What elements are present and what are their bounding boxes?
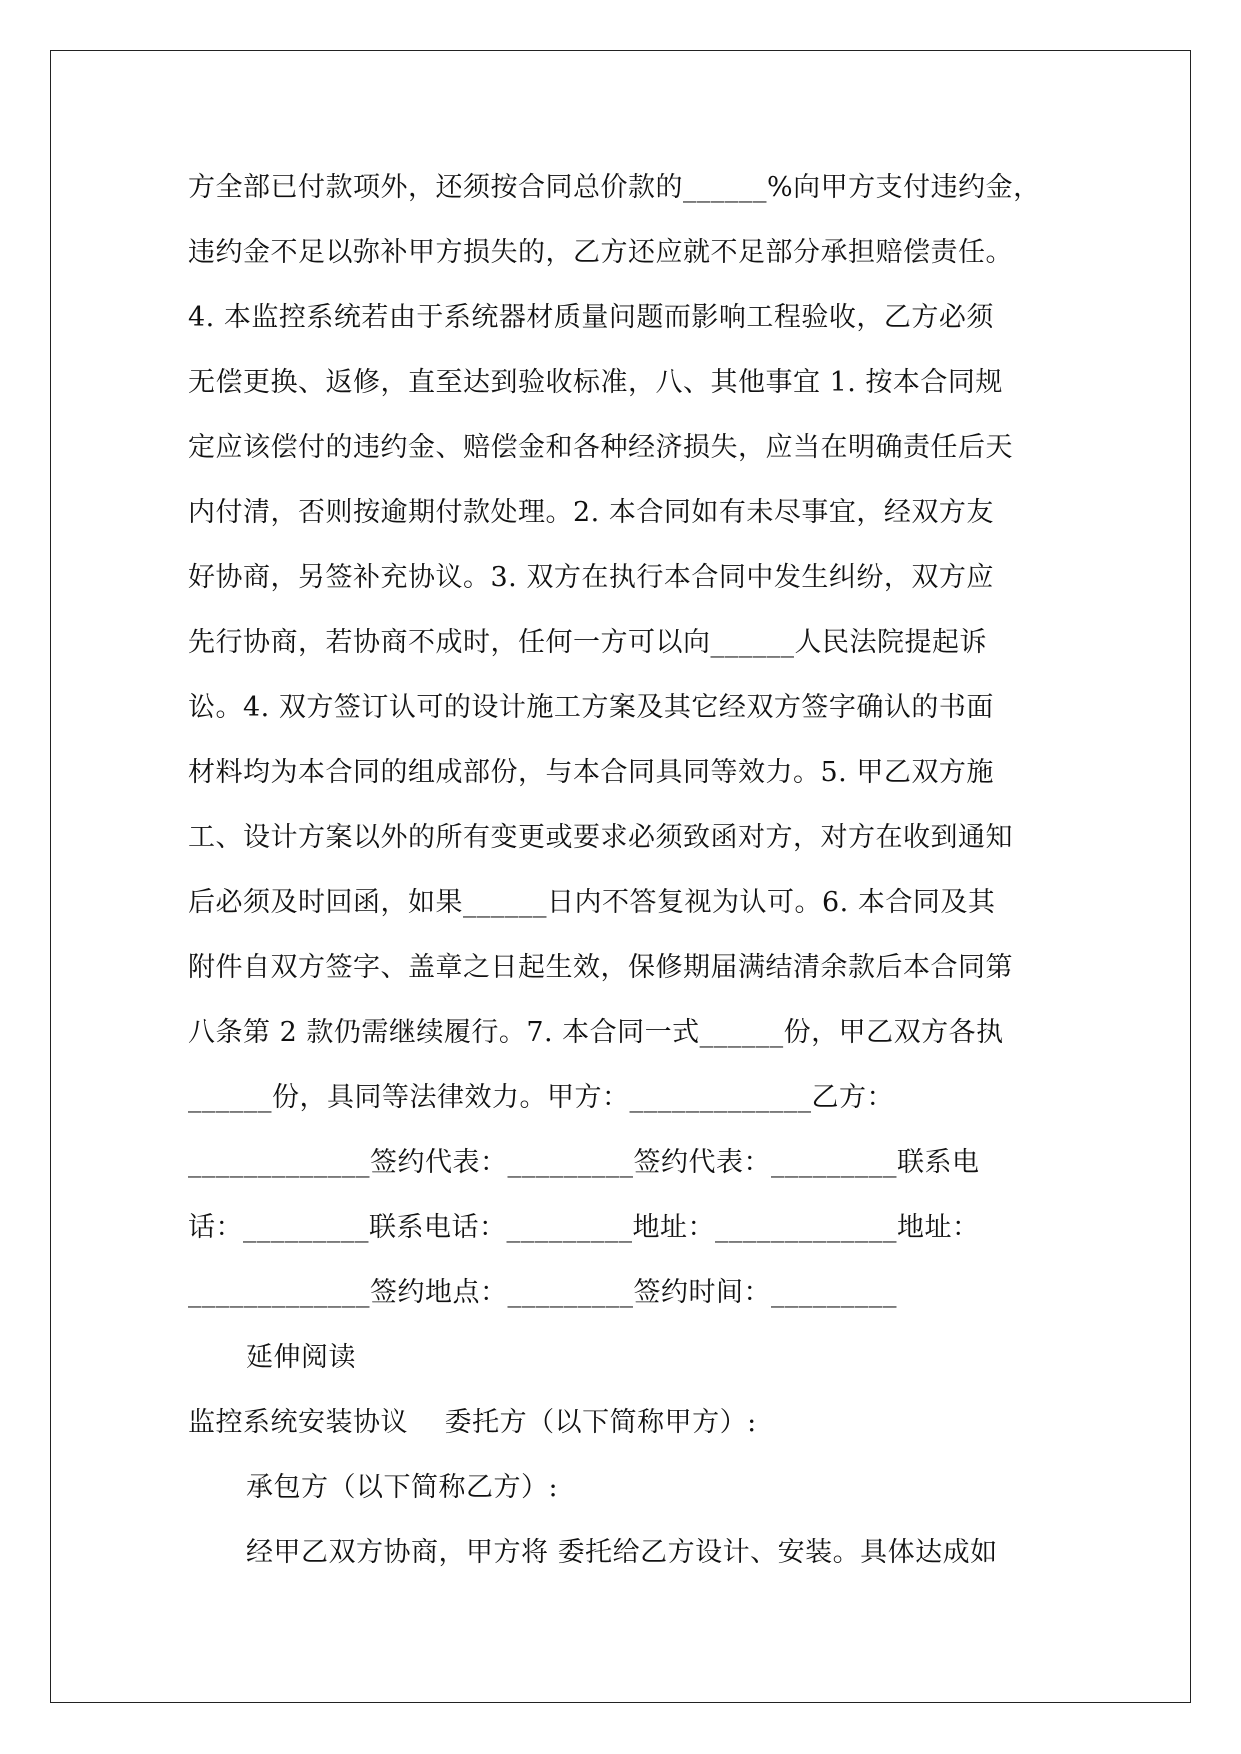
agreement-title-line: 监控系统安装协议 委托方（以下简称甲方）: (188, 1407, 757, 1438)
text-line: 定应该偿付的违约金、赔偿金和各种经济损失，应当在明确责任后天 (188, 432, 1013, 463)
text-line: 后必须及时回函，如果______日内不答复视为认可。6. 本合同及其 (188, 887, 996, 918)
text-line: 先行协商，若协商不成时，任何一方可以向______人民法院提起诉 (188, 627, 987, 658)
text-line: 无偿更换、返修，直至达到验收标准，八、其他事宜 1. 按本合同规 (188, 367, 1003, 398)
document-body (188, 155, 1068, 1585)
extended-reading-heading: 延伸阅读 (246, 1342, 356, 1373)
text-line: _____________签约地点：_________签约时间：_________ (188, 1277, 897, 1308)
text-line: 附件自双方签字、盖章之日起生效，保修期届满结清余款后本合同第 (188, 952, 1013, 983)
text-line: 话：_________联系电话：_________地址：_____________地址： (188, 1212, 980, 1243)
text-line: ______份，具同等法律效力。甲方：_____________乙方： (188, 1082, 894, 1113)
text-line: 讼。4. 双方签订认可的设计施工方案及其它经双方签字确认的书面 (188, 692, 994, 723)
text-line: _____________签约代表：_________签约代表：_________联系电 (188, 1147, 980, 1178)
text-line: 工、设计方案以外的所有变更或要求必须致函对方，对方在收到通知 (188, 822, 1013, 853)
text-line: 违约金不足以弥补甲方损失的，乙方还应就不足部分承担赔偿责任。 (188, 237, 1013, 268)
text-line: 方全部已付款项外，还须按合同总价款的______%向甲方支付违约金， (188, 172, 1041, 203)
text-line: 4. 本监控系统若由于系统器材质量问题而影响工程验收，乙方必须 (188, 302, 994, 333)
text-line: 内付清，否则按逾期付款处理。2. 本合同如有未尽事宜，经双方友 (188, 497, 994, 528)
text-line: 八条第 2 款仍需继续履行。7. 本合同一式______份，甲乙双方各执 (188, 1017, 1004, 1048)
contractor-line: 承包方（以下简称乙方）: (246, 1472, 559, 1503)
text-line: 材料均为本合同的组成部份，与本合同具同等效力。5. 甲乙双方施 (188, 757, 994, 788)
text-line: 好协商，另签补充协议。3. 双方在执行本合同中发生纠纷，双方应 (188, 562, 994, 593)
final-line: 经甲乙双方协商，甲方将 委托给乙方设计、安装。具体达成如 (246, 1537, 998, 1568)
